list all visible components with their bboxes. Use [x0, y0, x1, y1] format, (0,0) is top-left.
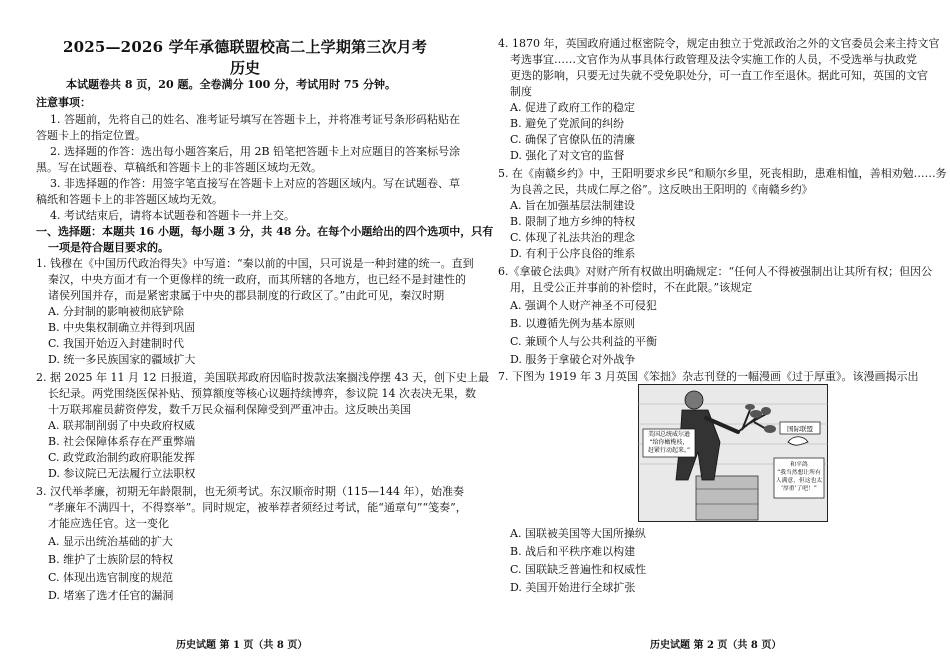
question-1-stem: 秦汉，中央方面才有一个更像样的统一政府，而其所辖的各地方，也已经不是封建性的 [48, 273, 466, 286]
notice-header: 注意事项： [36, 96, 91, 109]
question-1-option-d: D. 统一多民族国家的疆域扩大 [48, 353, 196, 366]
question-7-option-b: B. 战后和平秩序难以构建 [510, 545, 636, 558]
exam-title: 2025—2026 学年承德联盟校高二上学期第三次月考 [62, 38, 428, 56]
cartoon-label-dove-3: 人满意，但这也太 [775, 478, 823, 484]
section-heading: 一、选择题：本题共 16 小题，每小题 3 分，共 48 分。在每个小题给出的四个选项中，只有 [36, 225, 494, 238]
cartoon-label-league: 国际联盟 [787, 425, 813, 433]
question-7-stem: 7. 下图为 1919 年 3 月英国《笨拙》杂志刊登的一幅漫画《过于厚重》。该漫画揭示出 [498, 370, 919, 383]
question-4-stem: 4. 1870 年，英国政府通过枢密院令，规定由独立于党派政治之外的文官委员会来主持文官 [498, 37, 940, 50]
question-3-stem: 3. 汉代举孝廉，初期无年龄限制，也无须考试。东汉顺帝时期（115—144 年），始准奏 [36, 485, 464, 498]
question-5-option-d: D. 有利于公序良俗的维系 [510, 247, 636, 260]
question-6-option-a: A. 强调个人财产神圣不可侵犯 [510, 299, 657, 312]
question-2-stem: 2. 据 2025 年 11 月 12 日报道，美国联邦政府因临时拨款法案搁浅停摆 43 天，创下史上最 [36, 371, 489, 384]
question-2-option-b: B. 社会保障体系存在严重弊端 [48, 435, 196, 448]
footer-right: 历史试题 第 2 页（共 8 页） [650, 640, 782, 651]
question-6-option-c: C. 兼顾个人与公共利益的平衡 [510, 335, 658, 348]
question-4-stem: 制度 [510, 85, 532, 98]
notice-line: 2. 选择题的作答：选出每小题答案后，用 2B 铅笔把答题卡上对应题目的答案标号涂 [50, 145, 461, 158]
question-4-stem: 考选事宜……文官作为从事具体行政管理及法令实施工作的人员，不受选举与执政党 [510, 53, 917, 66]
notice-line: 3. 非选择题的作答：用签字笔直接写在答题卡上对应的答题区域内。写在试题卷、草 [50, 177, 460, 190]
question-6-stem: 用，且受公正并事前的补偿时，不在此限。”该规定 [510, 281, 753, 294]
cartoon-label-dove-2: “我当然想让所有 [777, 470, 821, 476]
question-3-option-d: D. 堵塞了选才任官的漏洞 [48, 589, 174, 602]
question-1-option-c: C. 我国开始迈入封建制时代 [48, 337, 185, 350]
question-2-option-a: A. 联邦制削弱了中央政府权威 [48, 419, 195, 432]
question-7-option-c: C. 国联缺乏普遍性和权威性 [510, 563, 647, 576]
question-4-stem: 更迭的影响，只要无过失就不受免职处分，可一直工作至退休。据此可知，英国的文官 [510, 69, 928, 82]
question-3-option-a: A. 显示出统治基础的扩大 [48, 535, 173, 548]
question-7-option-d: D. 美国开始进行全球扩张 [510, 581, 636, 594]
question-4-option-c: C. 确保了官僚队伍的清廉 [510, 133, 636, 146]
question-6-option-b: B. 以遵循先例为基本原则 [510, 317, 636, 330]
question-7-option-a: A. 国联被美国等大国所操纵 [510, 527, 646, 540]
footer-left: 历史试题 第 1 页（共 8 页） [176, 640, 308, 651]
question-1-stem: 诸侯列国并存，而是紧密隶属于中央的郡县制度的行政区了。”由此可见，秦汉时期 [48, 289, 445, 302]
notice-line: 黑。写在试题卷、草稿纸和答题卡上的非答题区域均无效。 [36, 161, 322, 174]
notice-line: 4. 考试结束后，请将本试题卷和答题卡一并上交。 [50, 209, 295, 222]
question-2-option-c: C. 政党政治制约政府职能发挥 [48, 451, 196, 464]
exam-info: 本试题卷共 8 页，20 题。全卷满分 100 分，考试用时 75 分钟。 [66, 78, 397, 91]
exam-subject: 历史 [229, 59, 260, 77]
cartoon-label-wilson-1: 美国总统威尔逊 [647, 431, 691, 438]
question-1-stem: 1. 钱穆在《中国历代政治得失》中写道：“秦以前的中国，只可说是一种封建的统一。直到 [36, 257, 474, 270]
notice-line: 答题卡上的指定位置。 [36, 129, 146, 142]
question-3-option-b: B. 维护了士族阶层的特权 [48, 553, 174, 566]
question-6-stem: 6.《拿破仑法典》对财产所有权做出明确规定：“任何人不得被强制出让其所有权；但因公 [498, 265, 933, 278]
question-4-option-b: B. 避免了党派间的纠纷 [510, 117, 625, 130]
question-3-stem: 才能应选任官。这一变化 [48, 517, 169, 530]
question-2-option-d: D. 参议院已无法履行立法职权 [48, 467, 196, 480]
question-3-option-c: C. 体现出选官制度的规范 [48, 571, 174, 584]
cartoon-label-wilson-3: 赶紧行动起来。” [647, 447, 691, 454]
question-6-option-d: D. 服务于拿破仑对外战争 [510, 353, 636, 366]
cartoon-label-wilson-2: “给你橄榄枝， [649, 439, 689, 446]
question-5-stem: 5. 在《南赣乡约》中，王阳明要求乡民“和顺尔乡里，死丧相助，患难相恤，善相劝勉……务 [498, 167, 947, 180]
question-4-option-d: D. 强化了对文官的监督 [510, 149, 625, 162]
question-5-stem: 为良善之民，共成仁厚之俗”。这反映出王阳明的《南赣乡约》 [510, 183, 813, 196]
section-heading: 一项是符合题目要求的。 [48, 241, 169, 254]
notice-line: 1. 答题前，先将自己的姓名、准考证号填写在答题卡上，并将准考证号条形码粘贴在 [50, 113, 460, 126]
cartoon-image [638, 384, 828, 522]
question-5-option-a: A. 旨在加强基层法制建设 [510, 199, 635, 212]
question-5-option-c: C. 体现了礼法共治的理念 [510, 231, 636, 244]
cartoon-label-dove-1: 和平鸽 [790, 462, 808, 468]
question-1-option-b: B. 中央集权制确立并得到巩固 [48, 321, 196, 334]
question-2-stem: 长纪录。两党围绕医保补贴、预算额度等核心议题持续博弈，参议院 14 次表决无果，数 [48, 387, 476, 400]
notice-line: 稿纸和答题卡上的非答题区域均无效。 [36, 193, 223, 206]
cartoon-label-dove-4: ‘厚重’了吧！” [781, 486, 817, 492]
question-1-option-a: A. 分封制的影响被彻底铲除 [48, 305, 184, 318]
question-3-stem: “孝廉年不满四十，不得察举”。同时规定，被举荐者须经过考试，能“通章句”“笺奏”， [48, 501, 467, 514]
question-5-option-b: B. 限制了地方乡绅的特权 [510, 215, 636, 228]
question-4-option-a: A. 促进了政府工作的稳定 [510, 101, 635, 114]
question-2-stem: 十万联邦雇员薪资停发，数千万民众福利保障受到严重冲击。这反映出美国 [48, 403, 411, 416]
